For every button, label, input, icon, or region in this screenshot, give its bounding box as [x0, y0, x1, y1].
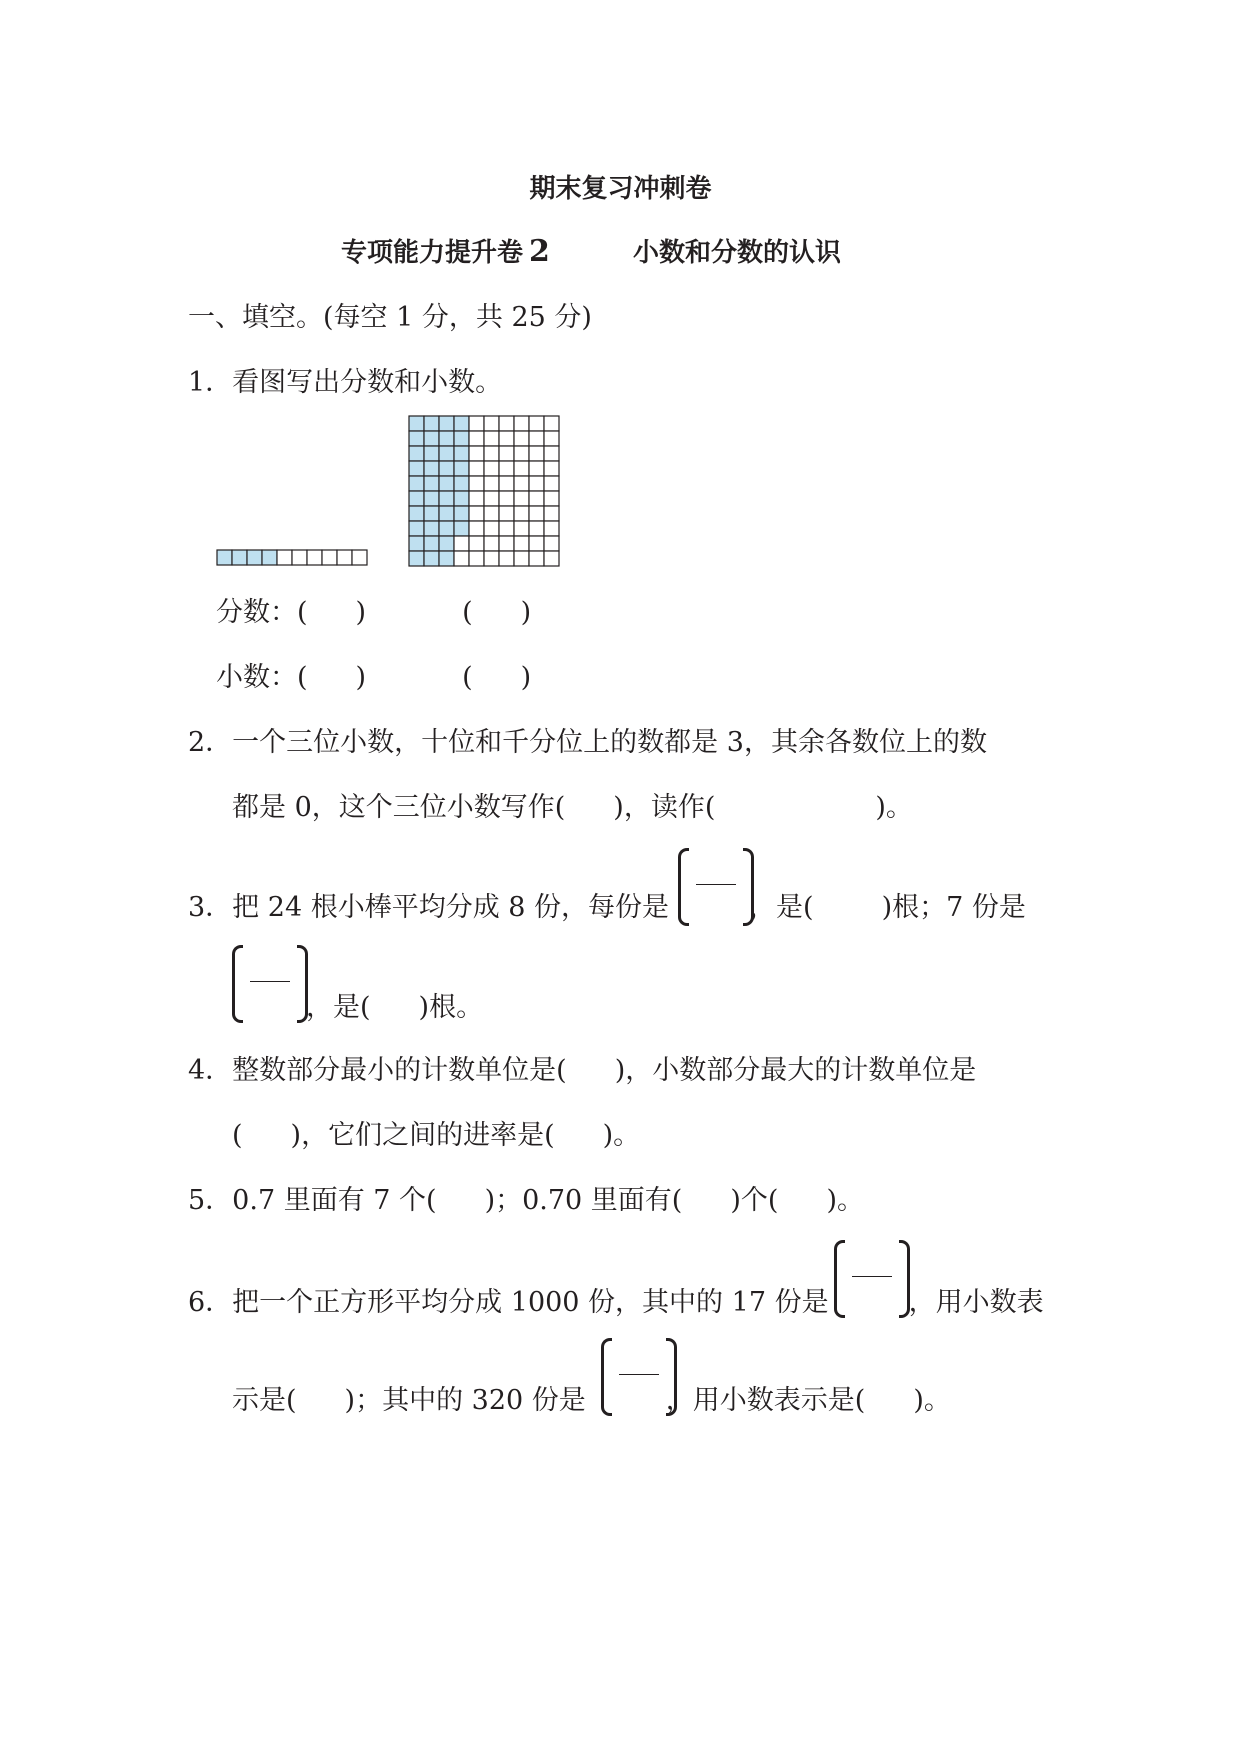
grid-cell	[439, 506, 454, 521]
question-4-line-2: ( )，它们之间的进率是( )。	[232, 1120, 641, 1151]
grid-cell	[424, 521, 439, 536]
grid-cell	[514, 551, 529, 566]
grid-cell	[469, 506, 484, 521]
grid-cell	[439, 431, 454, 446]
grid-cell	[529, 476, 544, 491]
grid-cell	[439, 476, 454, 491]
grid-cell	[529, 491, 544, 506]
question-2-line-1: 2．一个三位小数，十位和千分位上的数都是 3，其余各数位上的数	[188, 727, 987, 758]
grid-cell	[454, 431, 469, 446]
question-1-text: 1．看图写出分数和小数。	[188, 367, 503, 398]
strip-cell	[307, 550, 322, 565]
grid-cell	[484, 506, 499, 521]
grid-cell	[484, 461, 499, 476]
grid-cell	[514, 416, 529, 431]
grid-cell	[469, 461, 484, 476]
section-heading: 一、填空。(每空 1 分，共 25 分)	[188, 302, 592, 333]
grid-cell	[499, 476, 514, 491]
strip-cell	[247, 550, 262, 565]
question-4-line-1: 4．整数部分最小的计数单位是( )，小数部分最大的计数单位是	[188, 1055, 977, 1086]
strip-cell	[262, 550, 277, 565]
grid-cell	[544, 506, 559, 521]
grid-cell	[484, 476, 499, 491]
question-6-line-1: 6．把一个正方形平均分成 1000 份，其中的 17 份是 ，用小数表	[188, 1287, 1044, 1318]
grid-cell	[484, 416, 499, 431]
grid-cell	[454, 536, 469, 551]
grid-cell	[514, 476, 529, 491]
grid-cell	[409, 491, 424, 506]
grid-cell	[544, 536, 559, 551]
grid-cell	[469, 431, 484, 446]
grid-cell	[514, 491, 529, 506]
grid-cell	[484, 551, 499, 566]
question-5: 5．0.7 里面有 7 个( )；0.70 里面有( )个( )。	[188, 1185, 864, 1216]
grid-cell	[454, 461, 469, 476]
fraction-box-blank[interactable]	[601, 1338, 677, 1410]
grid-cell	[469, 536, 484, 551]
grid-cell	[409, 551, 424, 566]
grid-cell	[484, 491, 499, 506]
grid-cell	[469, 476, 484, 491]
grid-cell	[469, 521, 484, 536]
grid-cell	[499, 521, 514, 536]
grid-cell	[424, 551, 439, 566]
grid-cell	[409, 521, 424, 536]
exam-subtitle-right: 小数和分数的认识	[633, 238, 842, 268]
grid-cell	[439, 416, 454, 431]
grid-cell	[409, 506, 424, 521]
strip-cell	[277, 550, 292, 565]
strip-cell	[322, 550, 337, 565]
fraction-answer-row: 分数：( ) ( )	[216, 597, 532, 628]
grid-cell	[544, 446, 559, 461]
grid-cell	[544, 416, 559, 431]
grid-cell	[454, 416, 469, 431]
question-6-line-2: 示是( )；其中的 320 份是 ，用小数表示是( )。	[232, 1385, 951, 1416]
grid-cell	[499, 551, 514, 566]
exam-subtitle-left: 专项能力提升卷 2	[341, 234, 550, 269]
grid-cell	[409, 446, 424, 461]
grid-cell	[499, 506, 514, 521]
grid-cell	[439, 521, 454, 536]
grid-cell	[499, 416, 514, 431]
grid-cell	[529, 461, 544, 476]
grid-cell	[544, 461, 559, 476]
grid-cell	[484, 431, 499, 446]
grid-cell	[499, 536, 514, 551]
grid-cell	[529, 431, 544, 446]
grid-cell	[454, 521, 469, 536]
strip-cell	[352, 550, 367, 565]
hundred-grid-diagram	[408, 415, 560, 567]
grid-cell	[514, 431, 529, 446]
grid-cell	[439, 551, 454, 566]
grid-cell	[424, 506, 439, 521]
grid-cell	[439, 491, 454, 506]
grid-cell	[529, 416, 544, 431]
fraction-box-blank[interactable]	[232, 945, 308, 1017]
grid-cell	[514, 521, 529, 536]
strip-cell	[337, 550, 352, 565]
fraction-box-blank[interactable]	[678, 848, 754, 920]
grid-cell	[544, 491, 559, 506]
grid-cell	[514, 506, 529, 521]
grid-cell	[544, 551, 559, 566]
grid-cell	[469, 416, 484, 431]
grid-cell	[409, 431, 424, 446]
grid-cell	[424, 446, 439, 461]
grid-cell	[544, 521, 559, 536]
grid-cell	[529, 551, 544, 566]
grid-cell	[439, 536, 454, 551]
grid-cell	[424, 461, 439, 476]
grid-cell	[499, 491, 514, 506]
grid-cell	[454, 446, 469, 461]
grid-cell	[424, 431, 439, 446]
strip-cell	[217, 550, 232, 565]
grid-cell	[514, 461, 529, 476]
question-3-line-2: ，是( )根。	[306, 992, 484, 1023]
grid-cell	[424, 536, 439, 551]
grid-cell	[454, 551, 469, 566]
grid-cell	[424, 476, 439, 491]
grid-cell	[469, 491, 484, 506]
grid-cell	[439, 461, 454, 476]
grid-cell	[439, 446, 454, 461]
grid-cell	[409, 536, 424, 551]
grid-cell	[454, 506, 469, 521]
grid-cell	[469, 551, 484, 566]
strip-cell	[232, 550, 247, 565]
strip-diagram	[216, 549, 368, 567]
grid-cell	[424, 491, 439, 506]
grid-cell	[454, 476, 469, 491]
grid-cell	[484, 536, 499, 551]
grid-cell	[514, 536, 529, 551]
question-3-line-1: 3．把 24 根小棒平均分成 8 份，每份是 ，是( )根；7 份是	[188, 892, 1026, 923]
grid-cell	[484, 446, 499, 461]
decimal-answer-row: 小数：( ) ( )	[216, 662, 532, 693]
grid-cell	[544, 431, 559, 446]
fraction-box-blank[interactable]	[834, 1240, 910, 1312]
exam-title: 期末复习冲刺卷	[529, 174, 712, 204]
grid-cell	[499, 461, 514, 476]
strip-cell	[292, 550, 307, 565]
grid-cell	[544, 476, 559, 491]
grid-cell	[484, 521, 499, 536]
grid-cell	[529, 506, 544, 521]
grid-cell	[529, 521, 544, 536]
grid-cell	[409, 476, 424, 491]
grid-cell	[499, 446, 514, 461]
grid-cell	[514, 446, 529, 461]
grid-cell	[499, 431, 514, 446]
grid-cell	[409, 461, 424, 476]
grid-cell	[529, 446, 544, 461]
question-2-line-2: 都是 0，这个三位小数写作( )，读作( )。	[232, 792, 913, 823]
grid-cell	[409, 416, 424, 431]
grid-cell	[469, 446, 484, 461]
grid-cell	[529, 536, 544, 551]
grid-cell	[454, 491, 469, 506]
grid-cell	[424, 416, 439, 431]
